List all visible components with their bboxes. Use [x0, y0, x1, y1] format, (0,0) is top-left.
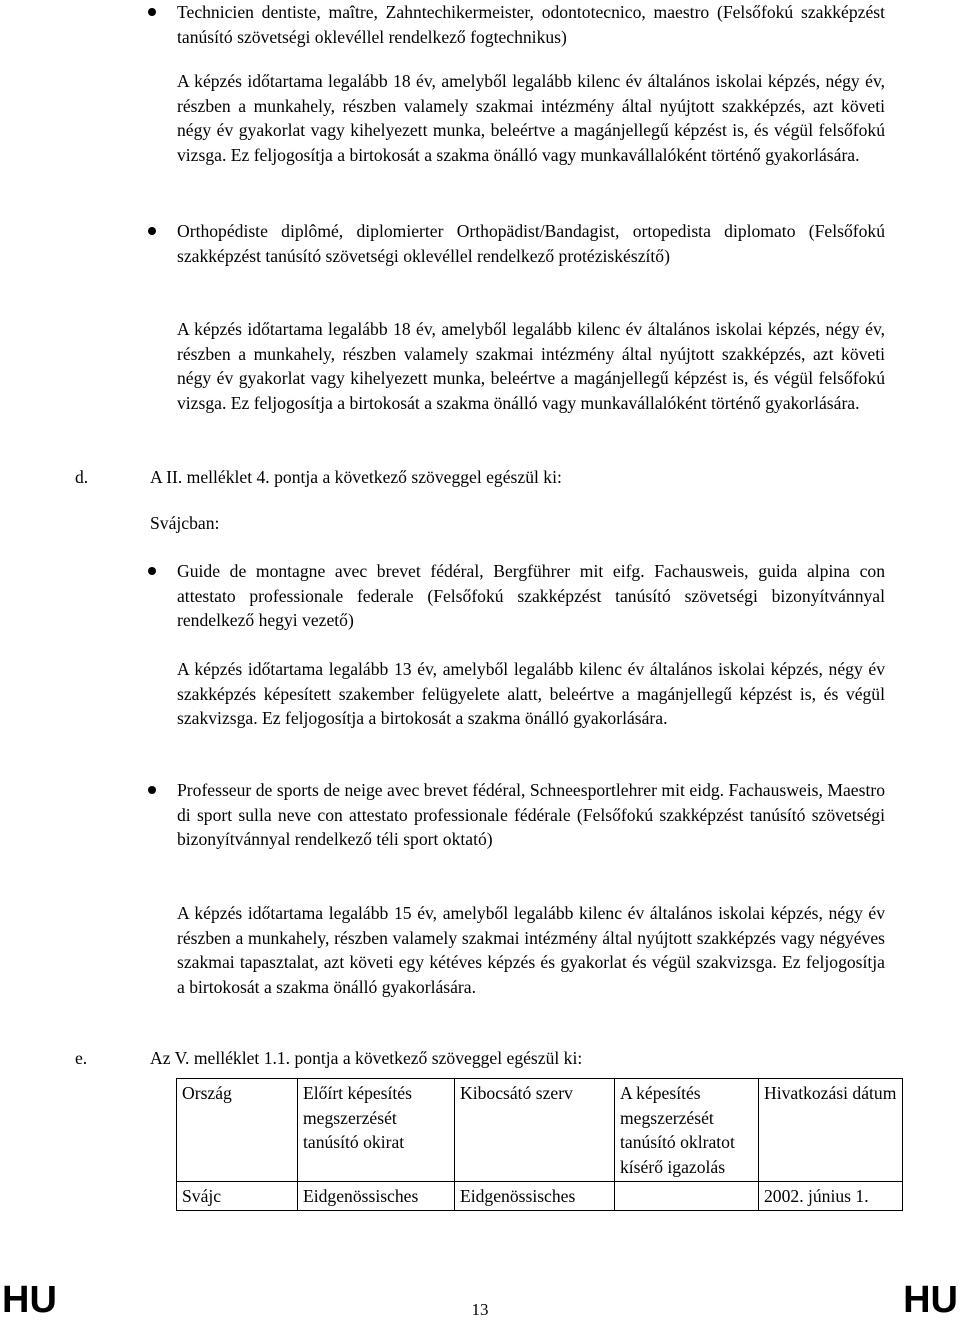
section-heading: Az V. melléklet 1.1. pontja a következő szöveggel egészül ki:	[150, 1048, 583, 1068]
bullet-marker	[148, 786, 156, 794]
qualification-table	[176, 1078, 903, 1211]
footer-language-right: HU	[903, 1279, 958, 1321]
table-cell: 2002. június 1.	[759, 1181, 903, 1210]
page-number: 13	[471, 1300, 489, 1319]
country-label: Svájcban:	[150, 513, 220, 533]
qualification-description: A képzés időtartama legalább 18 év, amelyből legalább kilenc év általános iskolai képzés, négy év, részben a munkahely, részben valamely szakmai intézmény által nyújtott szakképzés, azt követi négy év gyakorlat vagy kihelyezett munka, beleértve a magánjellegű képzést is, és végül felsőfokú vizsga. Ez feljogosítja a birtokosát a szakma önálló vagy munkavállalóként történő gyakorlására.	[177, 71, 885, 166]
qualification-title: Orthopédiste diplômé, diplomierter Orthopädist/Bandagist, ortopedista diplomato (Felsőfokú szakképzést tanúsító szövetségi oklevéllel rendelkező protéziskészítő)	[177, 221, 885, 266]
qualification-description: A képzés időtartama legalább 13 év, amelyből legalább kilenc év általános iskolai képzés, négy év szakképzés képesített szakember felügyelete alatt, beleértve a magánjellegű képzést is, és végül szakvizsga. Ez feljogosítja a birtokosát a szakma önálló gyakorlására.	[177, 659, 885, 729]
header-cell: A képesítés megszerzését tanúsító oklratot kísérő igazolás	[615, 1079, 759, 1182]
section-letter: d.	[75, 467, 89, 487]
header-cell: Előírt képesítés megszerzését tanúsító okirat	[298, 1079, 455, 1182]
bullet-marker	[148, 8, 156, 16]
table-cell	[615, 1181, 759, 1210]
footer-language-left: HU	[2, 1279, 57, 1321]
table-row	[177, 1181, 903, 1210]
qualification-title: Professeur de sports de neige avec brevet fédéral, Schneesportlehrer mit eidg. Fachausweis, Maestro di sport sulla neve con attestato professionale fédérale (Felsőfokú szakképzést tanúsító szövetségi bizonyítvánnyal rendelkező téli sport oktató)	[177, 780, 885, 850]
section-letter: e.	[75, 1048, 88, 1068]
header-cell: Ország	[177, 1079, 298, 1182]
qualification-title: Technicien dentiste, maître, Zahntechikermeister, odontotecnico, maestro (Felsőfokú szakképzést tanúsító szövetségi oklevéllel rendelkező fogtechnikus)	[177, 2, 885, 47]
table-cell: Eidgenössisches	[298, 1181, 455, 1210]
table-header-row	[177, 1079, 903, 1182]
table-cell: Svájc	[177, 1181, 298, 1210]
qualification-description: A képzés időtartama legalább 15 év, amelyből legalább kilenc év általános iskolai képzés, négy év részben a munkahely, részben valamely szakmai intézmény által nyújtott szakképzés vagy négyéves szakmai tapasztalat, azt követi egy kétéves képzés és gyakorlat és végül szakvizsga. Ez feljogosítja a birtokosát a szakma önálló gyakorlására.	[177, 903, 885, 998]
table-cell: Eidgenössisches	[455, 1181, 615, 1210]
section-heading: A II. melléklet 4. pontja a következő szöveggel egészül ki:	[150, 467, 562, 487]
header-cell: Hivatkozási dátum	[759, 1079, 903, 1182]
qualification-title: Guide de montagne avec brevet fédéral, Bergführer mit eifg. Fachausweis, guida alpina con attestato professionale federale (Felsőfokú szakképzést tanúsító szövetségi bizonyítvánnyal rendelkező hegyi vezető)	[177, 561, 885, 631]
header-cell: Kibocsátó szerv	[455, 1079, 615, 1182]
bullet-marker	[148, 567, 156, 575]
bullet-marker	[148, 227, 156, 235]
qualification-description: A képzés időtartama legalább 18 év, amelyből legalább kilenc év általános iskolai képzés, négy év, részben a munkahely, részben valamely szakmai intézmény által nyújtott szakképzés, azt követi négy év gyakorlat vagy kihelyezett munka, beleértve a magánjellegű képzést is, és végül felsőfokú vizsga. Ez feljogosítja a birtokosát a szakma önálló vagy munkavállalóként történő gyakorlására.	[177, 319, 885, 414]
